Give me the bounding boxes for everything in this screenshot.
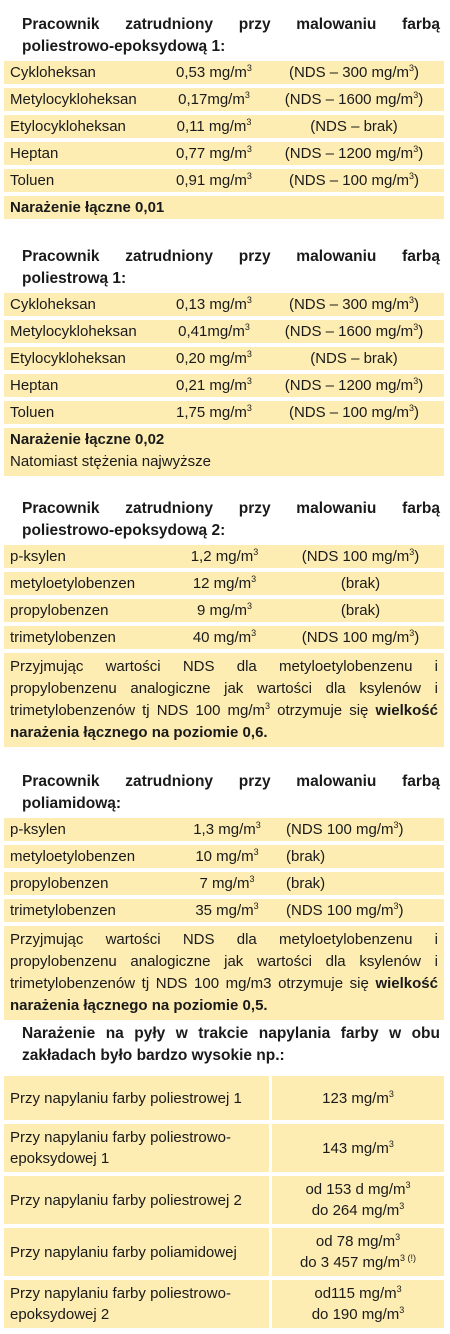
- dust-value-text: do 3 457 mg/m: [299, 1254, 401, 1271]
- substance-name: Toluen: [10, 404, 55, 421]
- nds-value: (NDS – 1600 mg/m: [284, 323, 414, 340]
- superscript: 3: [395, 1232, 401, 1242]
- table-row: [4, 545, 444, 568]
- nds-limit: [277, 575, 444, 592]
- superscript: 3: [246, 171, 252, 181]
- nds-limit: [277, 548, 444, 565]
- superscript: 3: [413, 322, 419, 332]
- table-row: [4, 818, 444, 841]
- dust-label: Przy napylaniu farby poliestrowej 2: [4, 1176, 269, 1224]
- substance-name: p-ksylen: [10, 548, 66, 565]
- dust-row: [4, 1280, 444, 1328]
- nds-close: ): [414, 404, 420, 421]
- nds-value: (NDS – 100 mg/m: [288, 172, 410, 189]
- nds-limit: [264, 118, 444, 135]
- dust-label: Przy napylaniu farby poliestrowej 1: [4, 1076, 269, 1120]
- concentration: [172, 902, 282, 919]
- nds-limit: [264, 145, 444, 162]
- concentration: [172, 602, 277, 619]
- section-polyester-epoxy-1: [0, 14, 450, 223]
- concentration-value: 0,77 mg/m: [176, 145, 247, 162]
- dust-label: Przy napylaniu farby poliamidowej: [4, 1228, 269, 1276]
- superscript: 3: [388, 1138, 394, 1149]
- nds-value: (brak): [340, 602, 381, 619]
- nds-value: (NDS – 100 mg/m: [288, 404, 410, 421]
- substance-name: Metylocykloheksan: [10, 323, 137, 340]
- concentration-value: 10 mg/m: [195, 848, 254, 865]
- nds-limit: [264, 172, 444, 189]
- superscript: 3: [396, 1284, 402, 1294]
- section-heading: Pracownik zatrudniony przy malowaniu farbą poliestrową 1:: [22, 248, 440, 287]
- superscript: 3: [399, 1305, 405, 1315]
- section-note: [4, 653, 444, 747]
- superscript: 3: [413, 144, 419, 154]
- dust-table: [4, 1076, 444, 1332]
- table-row: [4, 347, 444, 370]
- concentration-value: 1,3 mg/m: [193, 821, 256, 838]
- concentration: [172, 848, 282, 865]
- dust-value: [272, 1124, 444, 1172]
- superscript: 3: [399, 1201, 405, 1211]
- table-row: [4, 845, 444, 868]
- table-row: [4, 899, 444, 922]
- note-bold: wielkość narażenia łącznego na poziomie 0,5.: [10, 975, 438, 1014]
- superscript: 3: [244, 90, 250, 100]
- dust-value-line: [272, 1088, 444, 1109]
- section-polyester-1: [0, 246, 450, 476]
- section-heading: Pracownik zatrudniony przy malowaniu farbą poliamidową:: [22, 773, 440, 812]
- dust-row: [4, 1176, 444, 1224]
- nds-limit: [277, 629, 444, 646]
- concentration: [172, 575, 277, 592]
- substance-name: Etylocykloheksan: [10, 350, 126, 367]
- dust-value-text: do 190 mg/m: [311, 1306, 400, 1323]
- nds-close: ): [398, 821, 404, 838]
- nds-close: ): [414, 296, 420, 313]
- superscript: 3: [409, 295, 415, 305]
- concentration-value: 0,41mg/m: [178, 323, 245, 340]
- section-heading: Pracownik zatrudniony przy malowaniu farbą poliestrowo-epoksydową 1:: [22, 16, 440, 55]
- total-exposure-text: Narażenie łączne 0,02: [10, 431, 165, 448]
- superscript: 3: [249, 874, 255, 884]
- dust-value-text: od115 mg/m: [314, 1285, 397, 1302]
- superscript: 3: [246, 403, 252, 413]
- nds-close: ): [414, 548, 420, 565]
- superscript: 3: [253, 547, 259, 557]
- superscript: 3: [255, 820, 261, 830]
- nds-limit: [282, 902, 444, 919]
- dust-value-line: [272, 1200, 444, 1221]
- total-exposure: [4, 196, 444, 219]
- superscript: 3: [393, 820, 399, 830]
- concentration: [164, 377, 264, 394]
- nds-value: (brak): [340, 575, 381, 592]
- concentration: [164, 404, 264, 421]
- concentration-value: 35 mg/m: [195, 902, 254, 919]
- dust-value-line: [272, 1283, 444, 1304]
- superscript: 3: [413, 376, 419, 386]
- concentration: [172, 875, 282, 892]
- extra-text: Natomiast stężenia najwyższe: [10, 453, 211, 470]
- note-text: Przyjmując wartości NDS dla metyloetylobenzenu i propylobenzenu analogiczne jak wartości dla ksylenów i trimetylobenzenów tj NDS 100 mg/m3 otrzymuje się: [10, 931, 438, 992]
- nds-close: ): [398, 902, 404, 919]
- dust-label: Przy napylaniu farby poliestrowo-epoksydowej 2: [4, 1280, 269, 1328]
- dust-value-text: od 78 mg/m: [315, 1233, 396, 1250]
- nds-value: (brak): [286, 848, 326, 865]
- nds-close: ): [414, 64, 420, 81]
- concentration: [172, 821, 282, 838]
- nds-value: (NDS – brak): [310, 118, 398, 135]
- dust-value-line: [272, 1179, 444, 1200]
- concentration: [164, 64, 264, 81]
- nds-limit: [264, 91, 444, 108]
- dust-value: [272, 1228, 444, 1276]
- dust-value-line: [272, 1252, 444, 1273]
- superscript: 3: [265, 701, 271, 711]
- concentration: [164, 91, 264, 108]
- nds-limit: [264, 296, 444, 313]
- nds-close: ): [418, 91, 424, 108]
- superscript: 3: [405, 1180, 411, 1190]
- substance-name: trimetylobenzen: [10, 629, 116, 646]
- total-exposure: [4, 428, 444, 476]
- table-row: [4, 115, 444, 138]
- nds-limit: [264, 350, 444, 367]
- dust-label: Przy napylaniu farby poliestrowo-epoksydowej 1: [4, 1124, 269, 1172]
- substance-name: Cykloheksan: [10, 296, 96, 313]
- substance-name: p-ksylen: [10, 821, 66, 838]
- concentration-value: 0,20 mg/m: [176, 350, 247, 367]
- dust-value-line: [272, 1138, 444, 1159]
- dust-value-text: 123 mg/m: [322, 1089, 389, 1107]
- concentration-value: 0,53 mg/m: [176, 64, 247, 81]
- substance-name: metyloetylobenzen: [10, 848, 136, 865]
- concentration-value: 1,75 mg/m: [176, 404, 247, 421]
- superscript: 3: [247, 601, 253, 611]
- nds-value: (NDS – 1600 mg/m: [284, 91, 414, 108]
- note-text: Przyjmując wartości NDS dla metyloetylobenzenu i propylobenzenu analogiczne jak wartości dla ksylenów i trimetylobenzenów tj NDS 100 mg/m: [10, 658, 438, 719]
- table-row: [4, 374, 444, 397]
- total-exposure-text: Narażenie łączne 0,01: [10, 199, 165, 216]
- superscript: 3: [409, 547, 415, 557]
- table-row: [4, 142, 444, 165]
- table-row: [4, 626, 444, 649]
- table-row: [4, 61, 444, 84]
- nds-limit: [264, 64, 444, 81]
- nds-value: (NDS – 1200 mg/m: [284, 377, 414, 394]
- nds-limit: [264, 377, 444, 394]
- superscript: 3: [413, 90, 419, 100]
- concentration-value: 12 mg/m: [192, 575, 252, 592]
- note-text: otrzymuje się: [270, 702, 376, 719]
- superscript: 3: [244, 322, 250, 332]
- substance-name: propylobenzen: [10, 875, 109, 892]
- dust-value-line: [272, 1304, 444, 1325]
- superscript: 3: [388, 1088, 394, 1099]
- nds-value: (NDS – 300 mg/m: [288, 296, 410, 313]
- dust-value: [272, 1176, 444, 1224]
- nds-value: (NDS – brak): [310, 350, 398, 367]
- concentration: [164, 118, 264, 135]
- concentration-value: 9 mg/m: [196, 602, 247, 619]
- dust-row: [4, 1228, 444, 1276]
- concentration-value: 7 mg/m: [199, 875, 250, 892]
- superscript: 3: [246, 117, 252, 127]
- nds-close: ): [418, 323, 424, 340]
- dust-row: [4, 1076, 444, 1120]
- nds-value: (NDS 100 mg/m: [286, 821, 394, 838]
- nds-value: (NDS 100 mg/m: [301, 629, 410, 646]
- superscript: 3: [246, 295, 252, 305]
- substance-name: Metylocykloheksan: [10, 91, 137, 108]
- table-row: [4, 401, 444, 424]
- section-dust-exposure: [0, 1023, 450, 1067]
- nds-limit: [277, 602, 444, 619]
- dust-value: [272, 1076, 444, 1120]
- dust-value-line: [272, 1231, 444, 1252]
- concentration: [172, 629, 277, 646]
- nds-limit: [282, 875, 444, 892]
- superscript: 3: [246, 144, 252, 154]
- table-row: [4, 320, 444, 343]
- concentration-value: 0,91 mg/m: [176, 172, 247, 189]
- superscript: 3: [251, 628, 257, 638]
- concentration-value: 0,11 mg/m: [176, 118, 247, 135]
- table-row: [4, 872, 444, 895]
- substance-name: Cykloheksan: [10, 64, 96, 81]
- concentration-value: 0,21 mg/m: [176, 377, 247, 394]
- superscript: 3 (!): [400, 1253, 417, 1263]
- substance-name: Heptan: [10, 377, 59, 394]
- superscript: 3: [253, 901, 259, 911]
- section-heading: Pracownik zatrudniony przy malowaniu farbą poliestrowo-epoksydową 2:: [22, 500, 440, 539]
- nds-close: ): [418, 377, 424, 394]
- concentration-value: 0,13 mg/m: [176, 296, 247, 313]
- nds-limit: [282, 848, 444, 865]
- superscript: 3: [251, 574, 257, 584]
- dust-value-text: 143 mg/m: [322, 1139, 389, 1157]
- dust-value-text: od 153 d mg/m: [305, 1181, 406, 1198]
- concentration-value: 40 mg/m: [192, 629, 252, 646]
- substance-name: trimetylobenzen: [10, 902, 116, 919]
- concentration: [164, 145, 264, 162]
- substance-name: Etylocykloheksan: [10, 118, 126, 135]
- table-row: [4, 88, 444, 111]
- superscript: 3: [409, 628, 415, 638]
- superscript: 3: [246, 376, 252, 386]
- superscript: 3: [409, 403, 415, 413]
- nds-close: ): [418, 145, 424, 162]
- nds-value: (NDS – 300 mg/m: [288, 64, 410, 81]
- superscript: 3: [246, 349, 252, 359]
- nds-value: (NDS – 1200 mg/m: [284, 145, 414, 162]
- substance-name: propylobenzen: [10, 602, 109, 619]
- section-heading: Narażenie na pyły w trakcie napylania farby w obu zakładach było bardzo wysokie np.:: [22, 1025, 440, 1064]
- substance-name: Heptan: [10, 145, 59, 162]
- dust-value-text: do 264 mg/m: [311, 1202, 400, 1219]
- substance-name: Toluen: [10, 172, 55, 189]
- concentration-value: 1,2 mg/m: [190, 548, 254, 565]
- table-row: [4, 599, 444, 622]
- dust-row: [4, 1124, 444, 1172]
- concentration: [164, 323, 264, 340]
- nds-value: (NDS 100 mg/m: [301, 548, 410, 565]
- nds-value: (NDS 100 mg/m: [286, 902, 394, 919]
- nds-limit: [282, 821, 444, 838]
- table-row: [4, 169, 444, 192]
- concentration-value: 0,17mg/m: [178, 91, 245, 108]
- superscript: 3: [409, 63, 415, 73]
- superscript: 3: [409, 171, 415, 181]
- nds-limit: [264, 323, 444, 340]
- nds-close: ): [414, 172, 420, 189]
- section-polyamide: [0, 771, 450, 1020]
- nds-close: ): [414, 629, 420, 646]
- section-polyester-epoxy-2: [0, 498, 450, 747]
- table-row: [4, 293, 444, 316]
- nds-limit: [264, 404, 444, 421]
- substance-name: metyloetylobenzen: [10, 575, 136, 592]
- table-row: [4, 572, 444, 595]
- section-note: [4, 926, 444, 1020]
- concentration: [172, 548, 277, 565]
- nds-value: (brak): [286, 875, 326, 892]
- dust-value: [272, 1280, 444, 1328]
- concentration: [164, 296, 264, 313]
- superscript: 3: [253, 847, 259, 857]
- note-bold: wielkość narażenia łącznego na poziomie 0,6.: [10, 702, 438, 741]
- concentration: [164, 172, 264, 189]
- superscript: 3: [393, 901, 399, 911]
- superscript: 3: [246, 63, 252, 73]
- concentration: [164, 350, 264, 367]
